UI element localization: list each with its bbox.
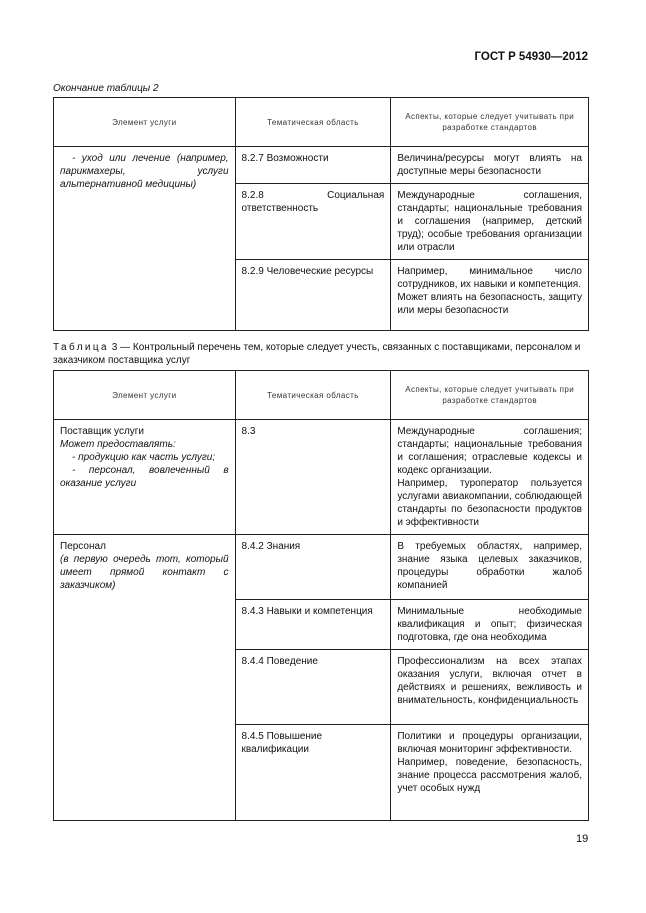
table-header-row — [54, 98, 589, 147]
element-title: Персонал — [60, 541, 106, 552]
element-item: - продукцию как часть услуги; — [72, 452, 216, 463]
aspects-cell: Профессионализм на всех этапах оказания услуги, включая отчет в действиях и решениях, вежливость и внимательность, конфиденциальность — [391, 650, 589, 725]
table-header-row — [54, 371, 589, 420]
caption-text: 3 — Контрольный перечень тем, которые следует учесть, связанных с поставщиками, персоналом и заказчиком поставщика услуг — [53, 342, 581, 366]
element-cell — [54, 420, 236, 535]
aspects-text: Например, минимальное число сотрудников, их навыки и компетенция. — [397, 266, 582, 290]
area-cell: 8.2.8 Социальная ответственность — [235, 184, 391, 260]
table-row — [54, 535, 589, 600]
area-cell: 8.4.4 Поведение — [235, 650, 391, 725]
aspects-cell: Минимальные необходимые квалификация и опыт; физическая подготовка, где она необходима — [391, 600, 589, 650]
aspects-cell — [391, 725, 589, 821]
element-title: Поставщик услуги — [60, 426, 145, 437]
column-header: Аспекты, которые следует учитывать при разработке стандартов — [391, 371, 589, 420]
element-cell — [54, 147, 236, 331]
aspects-cell: Международные соглашения, стандарты; национальные требования и соглашения (например, детский труд); особые требования организации или отрасли — [391, 184, 589, 260]
aspects-text: Например, туроператор пользуется услугами авиакомпании, соблюдающей стандарты по безопасности продуктов и эффективности — [397, 478, 582, 528]
element-subtitle: Может предоставлять: — [60, 439, 176, 450]
area-cell: 8.2.9 Человеческие ресурсы — [235, 260, 391, 331]
column-header: Элемент услуги — [54, 98, 236, 147]
area-cell: 8.4.2 Знания — [235, 535, 391, 600]
aspects-cell — [391, 260, 589, 331]
table-3-caption — [53, 341, 589, 367]
table-2 — [53, 97, 589, 331]
element-subtitle: (в первую очередь тот, который имеет прямой контакт с заказчиком) — [60, 554, 229, 591]
column-header: Тематическая область — [235, 371, 391, 420]
caption-label: Таблица — [53, 342, 110, 353]
column-header: Аспекты, которые следует учитывать при разработке стандартов — [391, 98, 589, 147]
page-number: 19 — [576, 833, 589, 845]
aspects-cell: Величина/ресурсы могут влиять на доступные меры безопасности — [391, 147, 589, 184]
column-header: Элемент услуги — [54, 371, 236, 420]
table-3 — [53, 370, 589, 821]
aspects-text: Международные соглашения; стандарты; национальные требования и соглашения; отраслевые кодексы и кодекс организации. — [397, 426, 582, 476]
element-cell — [54, 535, 236, 821]
area-cell: 8.4.5 Повышение квалификации — [235, 725, 391, 821]
area-cell: 8.2.7 Возможности — [235, 147, 391, 184]
area-cell: 8.3 — [235, 420, 391, 535]
element-item: - персонал, вовлеченный в оказание услуги — [60, 465, 229, 489]
aspects-text: Политики и процедуры организации, включая мониторинг эффективности. — [397, 731, 582, 755]
aspects-text: Например, поведение, безопасность, знание процесса рассмотрения жалоб, учет особых нужд — [397, 757, 582, 794]
table-row — [54, 147, 589, 184]
area-cell: 8.4.3 Навыки и компетенция — [235, 600, 391, 650]
aspects-text: Может влиять на безопасность, защиту или меры безопасности — [397, 292, 582, 316]
table-row — [54, 420, 589, 535]
table-continuation-label: Окончание таблицы 2 — [53, 83, 159, 94]
element-text: - уход или лечение (например, парикмахеры, услуги альтернативной медицины) — [60, 153, 229, 190]
column-header: Тематическая область — [235, 98, 391, 147]
aspects-cell — [391, 420, 589, 535]
standard-header: ГОСТ Р 54930—2012 — [474, 51, 588, 63]
aspects-cell: В требуемых областях, например, знание языка целевых заказчиков, процедуры обработки жалоб компанией — [391, 535, 589, 600]
